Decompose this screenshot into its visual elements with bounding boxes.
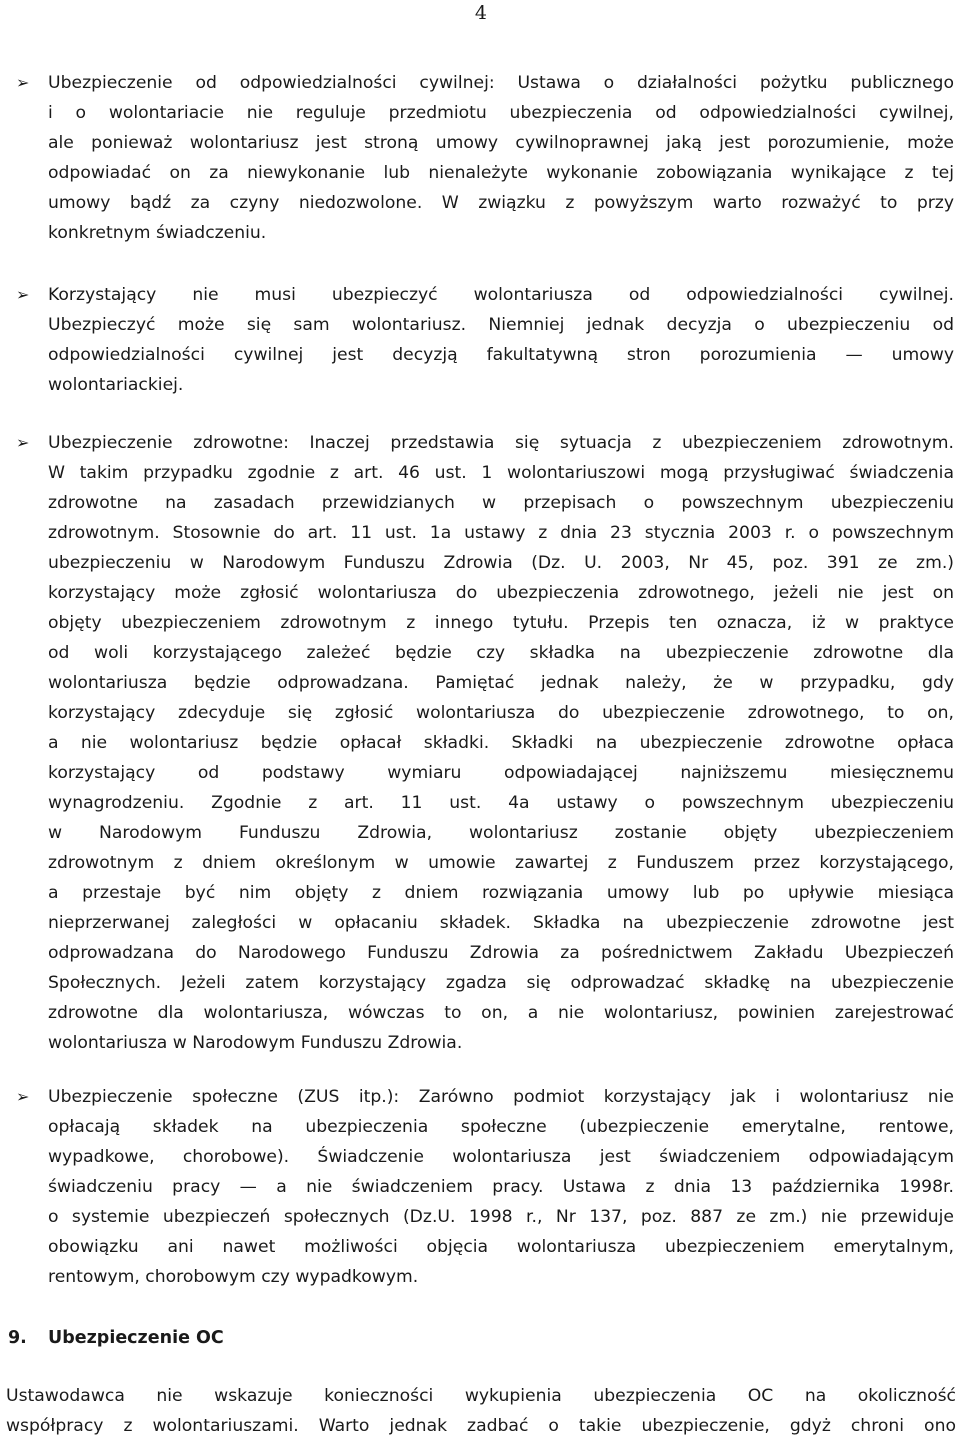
text-line: wypadkowe, chorobowe). Świadczenie wolontariusza jest świadczeniem odpowiadającym: [48, 1147, 954, 1167]
text-line: ubezpieczeniu w Narodowym Funduszu Zdrowia (Dz. U. 2003, Nr 45, poz. 391 ze zm.): [48, 553, 954, 573]
text-line: zdrowotnym. Stosownie do art. 11 ust. 1a ustawy z dnia 23 stycznia 2003 r. o powszechnym: [48, 523, 954, 543]
section-health-insurance: [0, 428, 960, 1058]
section-text: [48, 280, 954, 400]
text-line: Ubezpieczenie od odpowiedzialności cywilnej: Ustawa o działalności pożytku publicznego: [48, 73, 954, 93]
text-line: Ubezpieczyć może się sam wolontariusz. Niemniej jednak decyzja o ubezpieczeniu od: [48, 315, 954, 335]
text-line: umowy bądź za czyny niedozwolone. W związku z powyższym warto rozważyć to przy: [48, 193, 954, 213]
text-line: W takim przypadku zgodnie z art. 46 ust. 1 wolontariuszowi mogą przysługiwać świadczenia: [48, 463, 954, 483]
text-line: w Narodowym Funduszu Zdrowia, wolontariusz zostanie objęty ubezpieczeniem: [48, 823, 954, 843]
section-text: [48, 68, 954, 248]
heading-number: 9.: [8, 1328, 27, 1348]
text-line: odprowadzana do Narodowego Funduszu Zdrowia za pośrednictwem Zakładu Ubezpieczeń: [48, 943, 954, 963]
text-line: Społecznych. Jeżeli zatem korzystający zgadza się odprowadzać składkę na ubezpieczenie: [48, 973, 954, 993]
text-line: korzystający może zgłosić wolontariusza do ubezpieczenia zdrowotnego, jeżeli nie jest on: [48, 583, 954, 603]
text-line: odpowiedzialności cywilnej jest decyzją fakultatywną stron porozumienia — umowy: [48, 345, 954, 365]
text-line: o systemie ubezpieczeń społecznych (Dz.U. 1998 r., Nr 137, poz. 887 ze zm.) nie przewiduje: [48, 1207, 954, 1227]
text-line: korzystający od podstawy wymiaru odpowiadającej najniższemu miesięcznemu: [48, 763, 954, 783]
section-text: [48, 1082, 954, 1292]
text-line: wolontariusza w Narodowym Funduszu Zdrowia.: [48, 1033, 463, 1053]
text-line: zdrowotne na zasadach przewidzianych w przepisach o powszechnym ubezpieczeniu: [48, 493, 954, 513]
text-line: świadczeniu pracy — a nie świadczeniem pracy. Ustawa z dnia 13 października 1998r.: [48, 1177, 954, 1197]
section-liability-insurance-choice: [0, 280, 960, 400]
text-line: ale ponieważ wolontariusz jest stroną umowy cywilnoprawnej jaką jest porozumienie, może: [48, 133, 954, 153]
text-line: zdrowotnym z dniem określonym w umowie zawartej z Funduszem przez korzystającego,: [48, 853, 954, 873]
text-line: odpowiadać on za niewykonanie lub nienależyte wykonanie zobowiązania wynikające z tej: [48, 163, 954, 183]
text-line: i o wolontariacie nie reguluje przedmiotu ubezpieczenia od odpowiedzialności cywilnej,: [48, 103, 954, 123]
text-line: a przestaje być nim objęty z dniem rozwiązania umowy lub po upływie miesiąca: [48, 883, 954, 903]
text-line: rentowym, chorobowym czy wypadkowym.: [48, 1267, 419, 1287]
heading-title: Ubezpieczenie OC: [48, 1328, 224, 1348]
closing-paragraph: [6, 1381, 956, 1441]
arrow-bullet-icon: ➢: [16, 73, 30, 92]
section-heading: [8, 1324, 224, 1352]
text-line: opłacają składek na ubezpieczenia społeczne (ubezpieczenie emerytalne, rentowe,: [48, 1117, 954, 1137]
arrow-bullet-icon: ➢: [16, 285, 30, 304]
text-line: wolontariusza będzie odprowadzana. Pamiętać jednak należy, że w przypadku, gdy: [48, 673, 954, 693]
text-line: Korzystający nie musi ubezpieczyć wolontariusza od odpowiedzialności cywilnej.: [48, 285, 954, 305]
text-line: wynagrodzeniu. Zgodnie z art. 11 ust. 4a ustawy o powszechnym ubezpieczeniu: [48, 793, 954, 813]
section-civil-liability: [0, 68, 960, 248]
section-social-insurance: [0, 1082, 960, 1292]
text-line: współpracy z wolontariuszami. Warto jednak zadbać o takie ubezpieczenie, gdyż chroni ono: [6, 1416, 956, 1436]
arrow-bullet-icon: ➢: [16, 433, 30, 452]
text-line: konkretnym świadczeniu.: [48, 223, 267, 243]
text-line: od woli korzystającego zależeć będzie czy składka na ubezpieczenie zdrowotne dla: [48, 643, 954, 663]
text-line: korzystający zdecyduje się zgłosić wolontariusza do ubezpieczenie zdrowotnego, to on,: [48, 703, 954, 723]
arrow-bullet-icon: ➢: [16, 1087, 30, 1106]
page-number: 4: [474, 2, 487, 24]
text-line: Ubezpieczenie zdrowotne: Inaczej przedstawia się sytuacja z ubezpieczeniem zdrowotnym.: [48, 433, 954, 453]
text-line: objęty ubezpieczeniem zdrowotnym z innego tytułu. Przepis ten oznacza, iż w praktyce: [48, 613, 954, 633]
text-line: Ustawodawca nie wskazuje konieczności wykupienia ubezpieczenia OC na okoliczność: [6, 1386, 956, 1406]
text-line: Ubezpieczenie społeczne (ZUS itp.): Zarówno podmiot korzystający jak i wolontariusz nie: [48, 1087, 954, 1107]
text-line: obowiązku ani nawet możliwości objęcia wolontariusza ubezpieczeniem emerytalnym,: [48, 1237, 954, 1257]
text-line: nieprzerwanej zaległości w opłacaniu składek. Składka na ubezpieczenie zdrowotne jest: [48, 913, 954, 933]
text-line: zdrowotne dla wolontariusza, wówczas to on, a nie wolontariusz, powinien zarejestrować: [48, 1003, 954, 1023]
text-line: wolontariackiej.: [48, 375, 184, 395]
text-line: a nie wolontariusz będzie opłacał składki. Składki na ubezpieczenie zdrowotne opłaca: [48, 733, 954, 753]
section-text: [48, 428, 954, 1058]
